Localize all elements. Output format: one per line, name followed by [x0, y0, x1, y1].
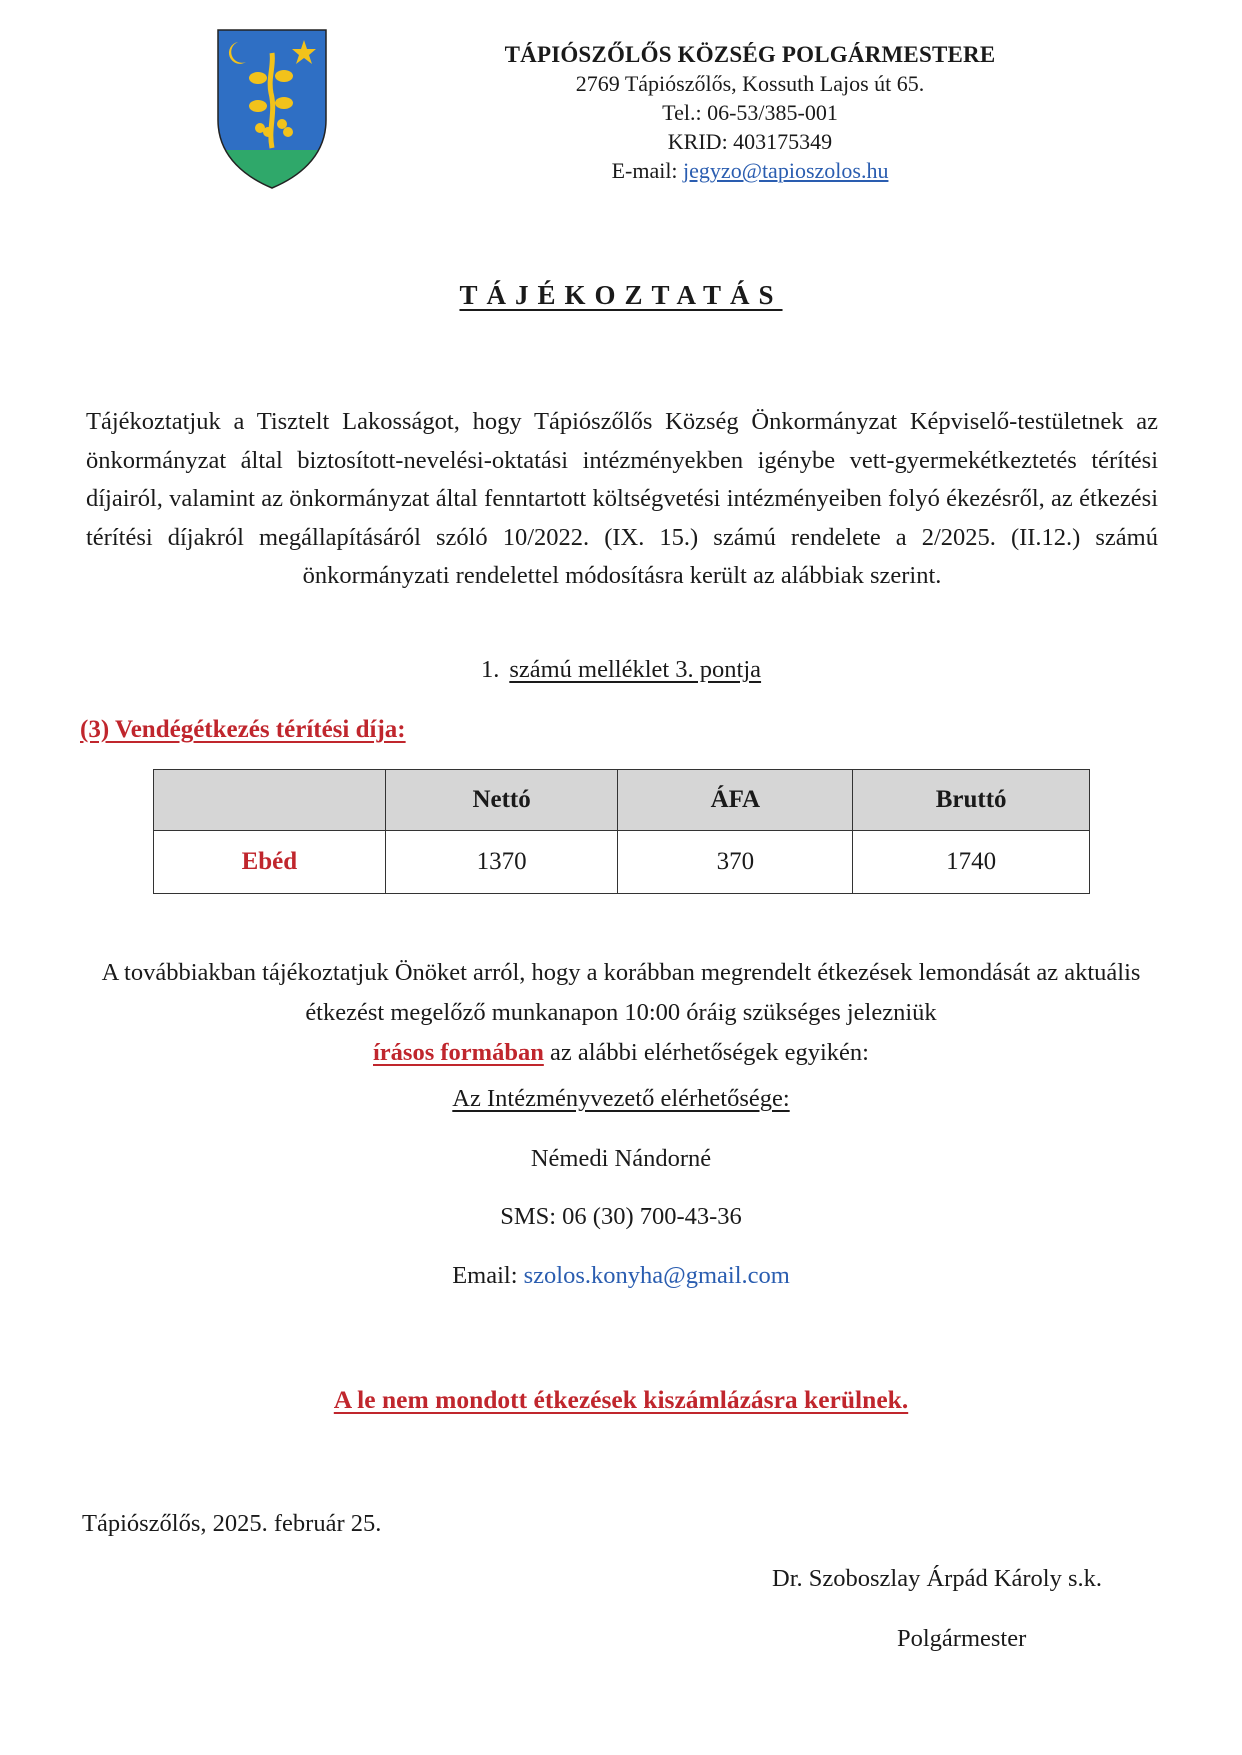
contact-email-link[interactable]: szolos.konyha@gmail.com — [523, 1262, 790, 1289]
document-title-text: TÁJÉKOZTATÁS — [459, 280, 783, 310]
contact-email-label: Email: — [452, 1262, 524, 1289]
billing-warning — [0, 1385, 1242, 1415]
contact-name: Némedi Nándorné — [530, 1145, 712, 1172]
coat-of-arms-logo — [216, 28, 328, 190]
contact-email-line — [0, 1262, 1242, 1290]
org-email-line — [420, 156, 1080, 185]
letterhead — [420, 40, 1080, 185]
org-address: 2769 Tápiószőlős, Kossuth Lajos út 65. — [575, 71, 925, 96]
annex-number: 1. — [480, 656, 500, 683]
org-email-link[interactable]: jegyzo@tapioszolos.hu — [683, 158, 889, 183]
annex-reference — [0, 656, 1242, 684]
org-email-label: E-mail: — [611, 158, 684, 183]
fee-table-header-afa: ÁFA — [618, 770, 853, 831]
table-row — [154, 831, 1090, 894]
fee-table-header-empty — [154, 770, 386, 831]
notice-text-2: az alábbi elérhetőségek egyikén: — [543, 1039, 869, 1066]
contact-sms: SMS: 06 (30) 700-43-36 — [500, 1203, 742, 1230]
org-phone: Tel.: 06-53/385-001 — [662, 100, 838, 125]
fee-table-header-netto: Nettó — [385, 770, 618, 831]
contact-heading-text: Az Intézményvezető elérhetősége: — [452, 1085, 790, 1112]
fee-row-brutto: 1740 — [853, 831, 1090, 894]
notice-text-1: A továbbiakban tájékoztatjuk Önöket arról, hogy a korábban megrendelt étkezések lemondását az aktuális étkezést megelőző munkanapon 10:00 óráig szükséges jelezniük — [101, 959, 1141, 1026]
org-krid: KRID: 403175349 — [667, 129, 833, 154]
contact-heading — [0, 1085, 1242, 1113]
fee-row-afa: 370 — [618, 831, 853, 894]
intro-paragraph: Tájékoztatjuk a Tisztelt Lakosságot, hogy Tápiószőlős Község Önkormányzat Képviselő-testületnek az önkormányzat által biztosított-nevelési-oktatási intézményekben igénybe vett-gyermekétkeztetés térítési díjairól, valamint az önkormányzat által fenntartott költségvetési intézményeiben folyó ékezésről, az étkezési térítési díjakról megállapításáról szóló 10/2022. (IX. 15.) számú rendelete a 2/2025. (II.12.) számú önkormányzati rendelettel módosításra került az alábbiak szerint. — [86, 408, 1158, 589]
annex-text: számú melléklet 3. pontja — [509, 656, 762, 683]
org-name: TÁPIÓSZŐLŐS KÖZSÉG POLGÁRMESTERE — [504, 42, 996, 67]
signer-role: Polgármester — [897, 1625, 1027, 1652]
notice-emphasis: írásos formában — [373, 1039, 544, 1066]
document-title — [0, 280, 1242, 311]
fee-table — [153, 769, 1090, 894]
billing-warning-text: A le nem mondott étkezések kiszámlázásra kerülnek. — [333, 1385, 909, 1414]
signer-name: Dr. Szoboszlay Árpád Károly s.k. — [772, 1565, 1103, 1592]
fee-table-header-brutto: Bruttó — [853, 770, 1090, 831]
fee-row-label: Ebéd — [154, 831, 386, 894]
date-line: Tápiószőlős, 2025. február 25. — [82, 1510, 382, 1537]
fee-table-header-row — [154, 770, 1090, 831]
fee-row-netto: 1370 — [385, 831, 618, 894]
fee-subheading: (3) Vendégétkezés térítési díja: — [80, 716, 406, 743]
cancellation-notice — [100, 953, 1142, 1073]
